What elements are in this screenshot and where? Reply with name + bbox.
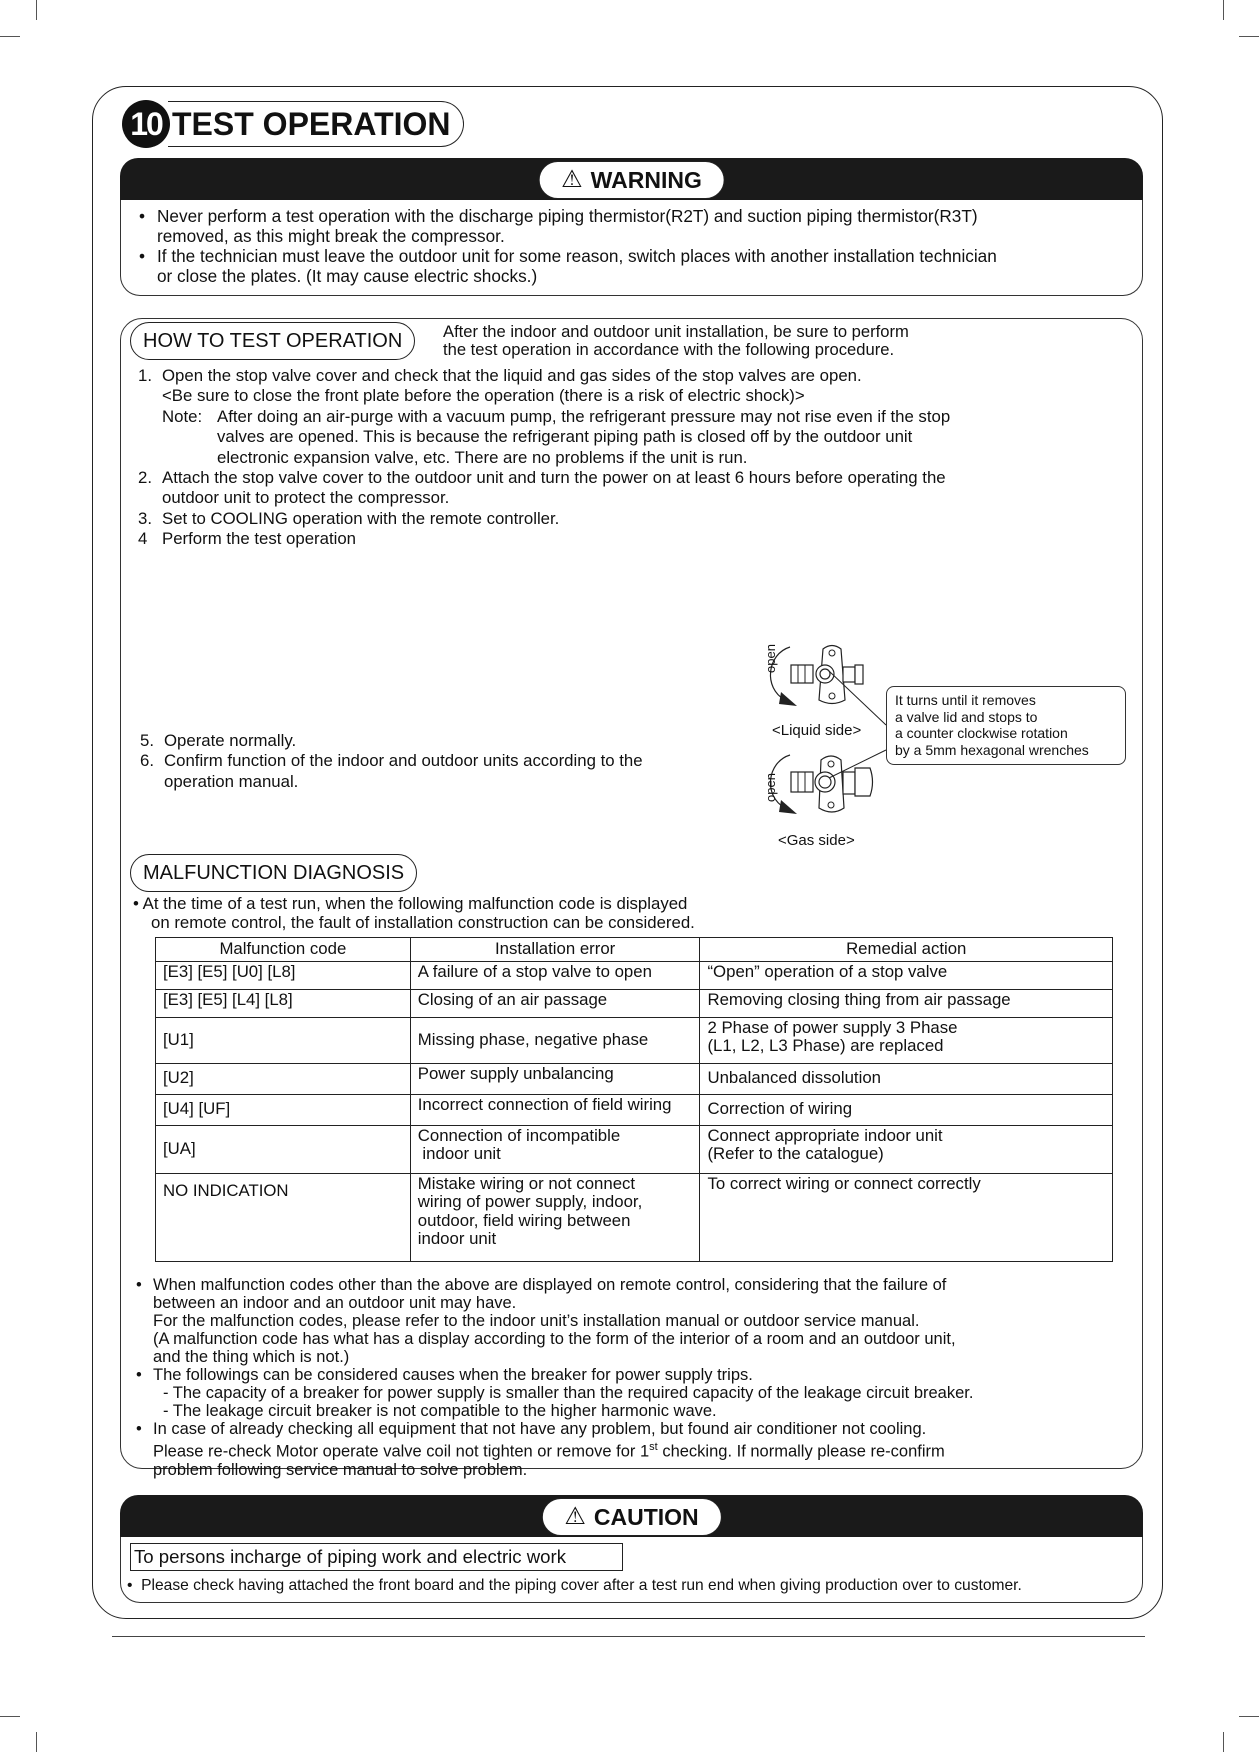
caution-label: [541, 1498, 721, 1536]
crop-mark: [0, 1716, 20, 1717]
table-header-row: [156, 938, 1113, 962]
how-to-intro: After the indoor and outdoor unit installation, be sure to perform the test operation in accordance with the following procedure.: [443, 322, 909, 359]
column-header: Installation error: [410, 938, 700, 962]
warning-label-text: WARNING: [590, 166, 702, 193]
open-label: open: [763, 644, 778, 673]
caution-heading: To persons incharge of piping work and electric work: [130, 1543, 623, 1571]
crop-mark: [36, 0, 37, 20]
warning-item: • Never perform a test operation with the discharge piping thermistor(R2T) and suction piping thermistor(R3T) removed, as this might break the compressor.: [135, 206, 1135, 246]
crop-mark: [1223, 0, 1224, 20]
warning-banner: [120, 158, 1143, 200]
table-row: [UA] Connection of incompatible indoor unit Connect appropriate indoor unit (Refer to the catalogue): [156, 1125, 1113, 1173]
section-number-badge: 10: [122, 100, 170, 148]
crop-mark: [0, 36, 20, 37]
crop-mark: [1239, 36, 1259, 37]
step-item: 5. Operate normally.: [140, 731, 297, 750]
gas-side-label: <Gas side>: [778, 832, 855, 849]
step-item: 3. Set to COOLING operation with the remote controller.: [138, 508, 560, 528]
liquid-side-label: <Liquid side>: [772, 722, 862, 739]
malfunction-intro: • At the time of a test run, when the following malfunction code is displayed on remote control, the fault of installation construction can be considered.: [133, 894, 695, 932]
caution-label-text: CAUTION: [593, 1503, 699, 1530]
caution-banner: [120, 1495, 1143, 1537]
crop-mark: [1239, 1716, 1259, 1717]
section-title-text: TEST OPERATION: [168, 101, 464, 147]
step-item: 6. Confirm function of the indoor and outdoor units according to the operation manual.: [140, 751, 643, 791]
how-to-heading: HOW TO TEST OPERATION: [130, 322, 415, 360]
step-item: 4 Perform the test operation: [138, 529, 357, 549]
malfunction-heading: MALFUNCTION DIAGNOSIS: [130, 854, 417, 892]
note-item: • When malfunction codes other than the above are displayed on remote control, considering that the failure of between an indoor and an outdoor unit may have. For the malfunction codes, please refer to the indoor unit’s installation manual or outdoor service manual. (A malfunction code has what has a display according to the form of the interior of a room and an outdoor unit, and the thing which is not.): [133, 1276, 1133, 1366]
warning-label: [538, 161, 725, 199]
note-item: • The followings can be considered causes when the breaker for power supply trips.: [133, 1366, 1133, 1384]
valve-callout: It turns until it removes a valve lid and stops to a counter clockwise rotation by a 5mm hexagonal wrenches: [886, 686, 1126, 765]
table-row: [U1] Missing phase, negative phase 2 Phase of power supply 3 Phase (L1, L2, L3 Phase) are replaced: [156, 1017, 1113, 1063]
note-item: • In case of already checking all equipment that not have any problem, but found air conditioner not cooling. Please re-check Motor operate valve coil not tighten or remove for 1st checking. If normally please re-confirm problem following service manual to solve problem.: [133, 1420, 1133, 1479]
table-row: [U2] Power supply unbalancing Unbalanced dissolution: [156, 1063, 1113, 1094]
crop-mark: [36, 1732, 37, 1752]
caution-triangle-icon: ⚠: [564, 1503, 586, 1530]
column-header: Malfunction code: [156, 938, 411, 962]
warning-list: [135, 206, 1135, 286]
note-subitem: - The capacity of a breaker for power supply is smaller than the required capacity of the leakage circuit breaker.: [163, 1384, 974, 1402]
open-label: open: [763, 773, 778, 802]
procedure-steps-later: [140, 731, 643, 792]
bottom-rule: [112, 1636, 1145, 1637]
procedure-steps: [138, 366, 1038, 550]
table-row: NO INDICATION Mistake wiring or not connect wiring of power supply, indoor, outdoor, field wiring between indoor unit To correct wiring or connect correctly: [156, 1173, 1113, 1261]
crop-mark: [1223, 1732, 1224, 1752]
table-row: [U4] [UF] Incorrect connection of field wiring Correction of wiring: [156, 1094, 1113, 1125]
warning-item: • If the technician must leave the outdoor unit for some reason, switch places with another installation technician or close the plates. (It may cause electric shocks.): [135, 246, 1135, 286]
step-item: 2. Attach the stop valve cover to the outdoor unit and turn the power on at least 6 hours before operating the outdoor unit to protect the compressor.: [138, 468, 946, 508]
malfunction-notes: [133, 1276, 1133, 1479]
warning-triangle-icon: ⚠: [561, 166, 583, 193]
table-row: [E3] [E5] [U0] [L8] A failure of a stop valve to open “Open” operation of a stop valve: [156, 961, 1113, 989]
note-subitem: - The leakage circuit breaker is not compatible to the higher harmonic wave.: [163, 1402, 717, 1420]
section-title: [122, 100, 464, 148]
column-header: Remedial action: [700, 938, 1113, 962]
step-note: Note: After doing an air-purge with a vacuum pump, the refrigerant pressure may not rise even if the stop valves are opened. This is because the refrigerant piping path is closed off by the outdoor unit electronic expansion valve, etc. There are no problems if the unit is run.: [162, 406, 951, 467]
table-row: [E3] [E5] [L4] [L8] Closing of an air passage Removing closing thing from air passage: [156, 989, 1113, 1017]
step-item: 1. Open the stop valve cover and check that the liquid and gas sides of the stop valves are open. <Be sure to close the front plate before the operation (there is a risk of electric shock)> Note: After doing an air-purge with a vacuum pump, the refrigerant pressure may not rise even if the stop valves are opened. This is because the refrigerant piping path is closed off by the outdoor unit electronic expansion valve, etc. There are no problems if the unit is run.: [138, 366, 1038, 468]
malfunction-table: [155, 937, 1113, 1262]
caution-text: • Please check having attached the front board and the piping cover after a test run end when giving production over to customer.: [127, 1577, 1022, 1594]
